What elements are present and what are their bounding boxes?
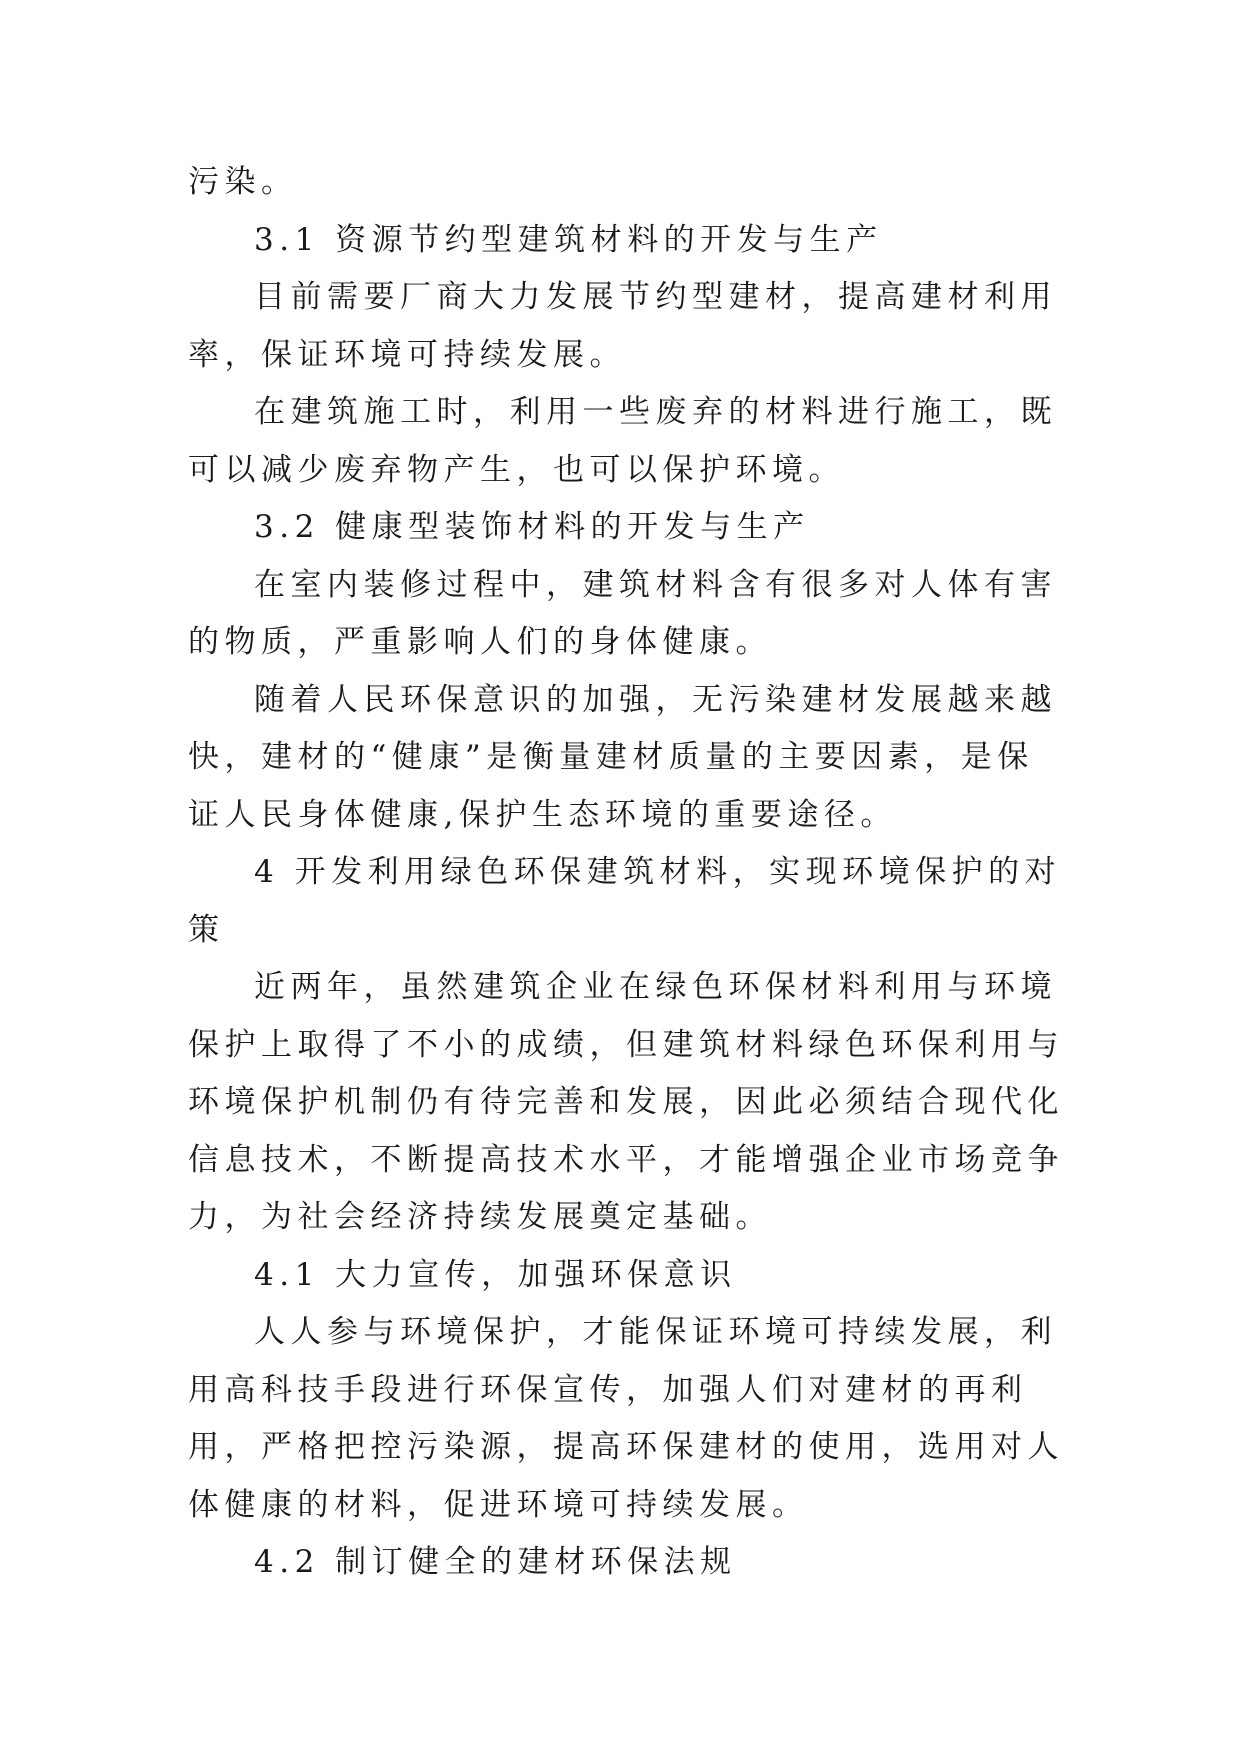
section-heading-3-2: 3.2 健康型装饰材料的开发与生产 [254,509,810,545]
paragraph: 随着人民环保意识的加强，无污染建材发展越来越快，建材的“健康”是衡量建材质量的主要因素，是保证人民身体健康,保护生态环境的重要途径。 [188,681,1057,833]
paragraph: 人人参与环境保护，才能保证环境可持续发展，利用高科技手段进行环保宣传，加强人们对建材的再利用，严格把控污染源，提高环保建材的使用，选用对人体健康的材料，促进环境可持续发展。 [188,1314,1064,1523]
section-heading-3-1: 3.1 资源节约型建筑材料的开发与生产 [254,221,883,258]
document-body [188,154,1068,1592]
section-heading-4-1: 4.1 大力宣传，加强环保意识 [254,1256,737,1293]
section-heading-4: 4 开发利用绿色环保建筑材料，实现环境保护的对策 [188,854,1062,948]
paragraph: 近两年，虽然建筑企业在绿色环保材料利用与环境保护上取得了不小的成绩，但建筑材料绿色环保利用与环境保护机制仍有待完善和发展，因此必须结合现代化信息技术，不断提高技术水平，才能增强企业市场竞争力，为社会经济持续发展奠定基础。 [188,969,1064,1235]
section-heading-4-2: 4.2 制订健全的建材环保法规 [254,1544,737,1580]
paragraph: 在室内装修过程中，建筑材料含有很多对人体有害的物质，严重影响人们的身体健康。 [188,566,1057,660]
paragraph-continuation: 污染。 [188,164,298,200]
paragraph: 目前需要厂商大力发展节约型建材，提高建材利用率，保证环境可持续发展。 [188,279,1057,373]
paragraph: 在建筑施工时，利用一些废弃的材料进行施工，既可以减少废弃物产生，也可以保护环境。 [188,394,1057,488]
